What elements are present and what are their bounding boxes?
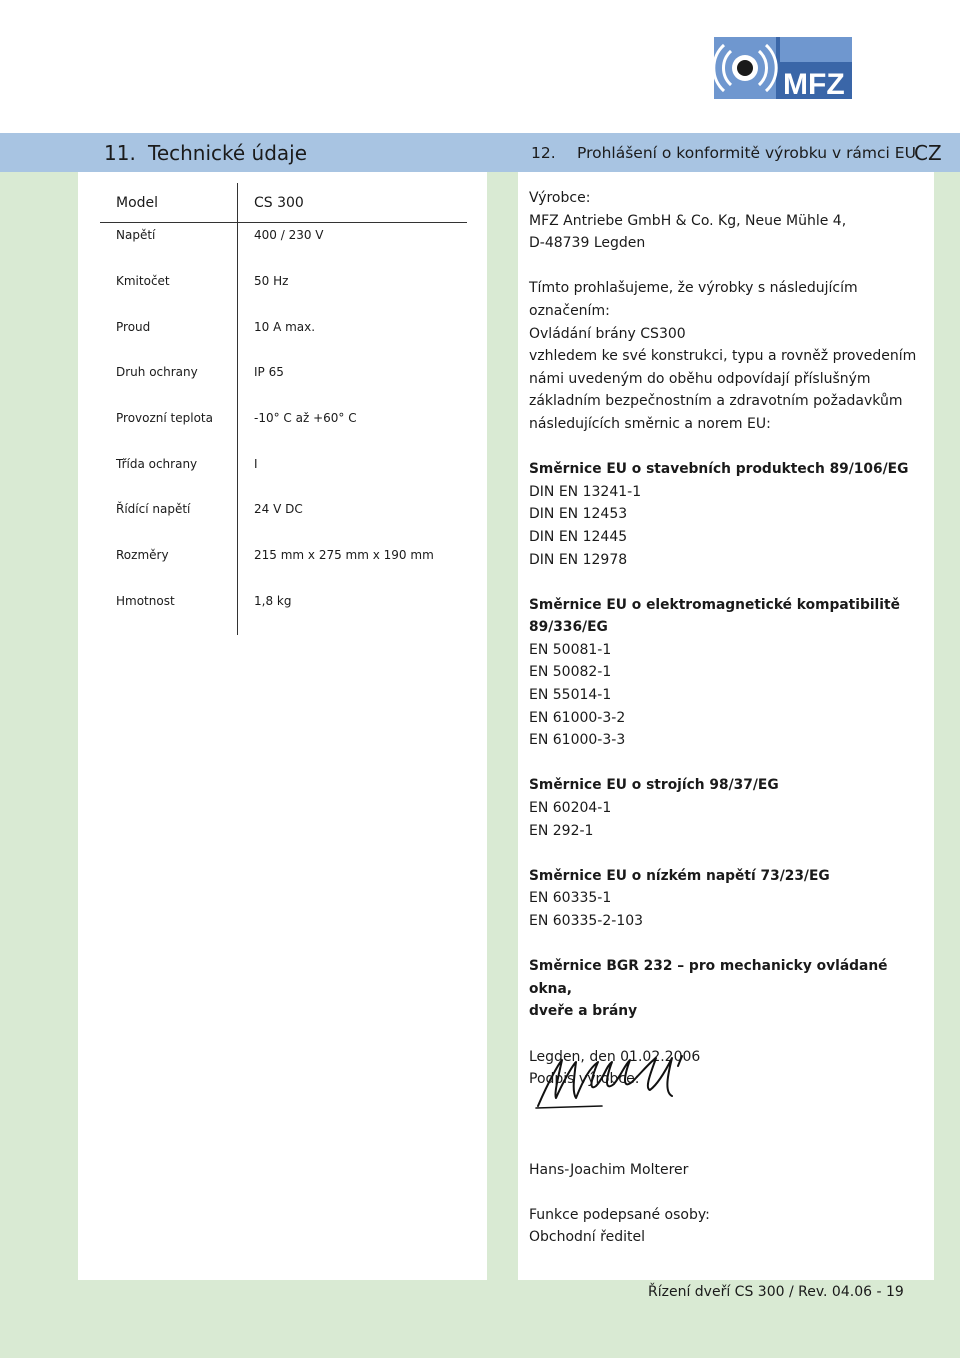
directive-title: Směrnice BGR 232 – pro mechanicky ovládané okna, xyxy=(529,958,888,997)
spec-label-dimensions: Rozměry xyxy=(116,548,169,562)
spec-label-protection-class: Třída ochrany xyxy=(116,457,198,471)
left-margin-band xyxy=(0,133,78,1358)
spec-value-control-voltage: 24 V DC xyxy=(254,502,303,516)
norm-item: EN 55014-1 xyxy=(529,687,612,704)
product-name: Ovládání brány CS300 xyxy=(529,325,686,342)
handwritten-signature xyxy=(532,1048,692,1112)
spec-label-weight: Hmotnost xyxy=(116,594,175,608)
spec-label-frequency: Kmitočet xyxy=(116,274,170,288)
section-12-title: Prohlášení o konformitě výrobku v rámci EU xyxy=(577,144,916,162)
manufacturer-address-line1: MFZ Antriebe GmbH & Co. Kg, Neue Mühle 4, xyxy=(529,212,847,229)
intro-line: námi uvedeným do oběhu odpovídají příslušným xyxy=(529,370,871,387)
spec-value-frequency: 50 Hz xyxy=(254,274,289,288)
spec-table-divider-vertical xyxy=(237,183,238,635)
norm-item: DIN EN 12445 xyxy=(529,528,628,545)
spec-value-temperature: -10° C až +60° C xyxy=(254,411,357,425)
intro-line: Tímto prohlašujeme, že výrobky s následujícím označením: xyxy=(529,280,858,319)
spec-label-temperature: Provozní teplota xyxy=(116,411,213,425)
directive-title: Směrnice EU o nízkém napětí 73/23/EG xyxy=(529,867,830,884)
spec-value-protection-class: I xyxy=(254,457,258,471)
section-11-number: 11. xyxy=(104,141,136,165)
section-header-bar xyxy=(0,133,960,172)
spec-table-divider-horizontal xyxy=(100,222,467,223)
intro-line: následujících směrnic a norem EU: xyxy=(529,415,771,432)
center-gutter-band xyxy=(487,133,518,1358)
place-date: Legden, den 01.02.2006 xyxy=(529,1048,701,1065)
intro-line: základním bezpečnostním a zdravotním požadavkům xyxy=(529,393,903,410)
manufacturer-address-line2: D-48739 Legden xyxy=(529,235,646,252)
directive-title: 89/336/EG xyxy=(529,619,608,636)
spec-value-protection: IP 65 xyxy=(254,365,284,379)
spec-value-weight: 1,8 kg xyxy=(254,594,292,608)
spec-label-model: Model xyxy=(116,195,159,211)
footer-page-info: Řízení dveří CS 300 / Rev. 04.06 - 19 xyxy=(648,1284,904,1300)
logo-text: MFZ xyxy=(783,68,845,99)
norm-item: EN 60335-1 xyxy=(529,890,612,907)
function-label: Funkce podepsané osoby: xyxy=(529,1206,710,1223)
norm-item: EN 292-1 xyxy=(529,822,594,839)
right-margin-band xyxy=(934,133,960,1358)
spec-value-current: 10 A max. xyxy=(254,320,316,334)
signer-name: Hans-Joachim Molterer xyxy=(529,1161,689,1178)
spec-label-voltage: Napětí xyxy=(116,228,156,242)
norm-item: DIN EN 12978 xyxy=(529,551,628,568)
mfz-logo xyxy=(714,37,852,99)
directive-title: Směrnice EU o stavebních produktech 89/106/EG xyxy=(529,461,909,478)
spec-value-voltage: 400 / 230 V xyxy=(254,228,324,242)
spec-label-protection: Druh ochrany xyxy=(116,365,198,379)
directive-title: Směrnice EU o strojích 98/37/EG xyxy=(529,777,779,794)
spec-label-current: Proud xyxy=(116,320,151,334)
norm-item: EN 60204-1 xyxy=(529,800,612,817)
norm-item: EN 50082-1 xyxy=(529,664,612,681)
spec-label-control-voltage: Řídící napětí xyxy=(116,502,191,516)
spec-value-model: CS 300 xyxy=(254,195,304,211)
norm-item: DIN EN 12453 xyxy=(529,506,628,523)
spec-value-dimensions: 215 mm x 275 mm x 190 mm xyxy=(254,548,434,562)
norm-item: EN 61000-3-3 xyxy=(529,732,626,749)
intro-line: vzhledem ke své konstrukci, typu a rovněž provedením xyxy=(529,348,917,365)
directive-title: Směrnice EU o elektromagnetické kompatibilitě xyxy=(529,596,900,613)
signature-label: Podpis výrobce: xyxy=(529,1071,640,1088)
norm-item: EN 50081-1 xyxy=(529,641,612,658)
norm-item: DIN EN 13241-1 xyxy=(529,483,642,500)
norm-item: EN 61000-3-2 xyxy=(529,709,626,726)
function-value: Obchodní ředitel xyxy=(529,1229,645,1246)
section-11-title: Technické údaje xyxy=(148,141,308,165)
directive-title: dveře a brány xyxy=(529,1003,638,1020)
manufacturer-label: Výrobce: xyxy=(529,190,591,206)
norm-item: EN 60335-2-103 xyxy=(529,913,644,929)
section-12-number: 12. xyxy=(531,144,556,162)
language-code: CZ xyxy=(914,141,942,165)
